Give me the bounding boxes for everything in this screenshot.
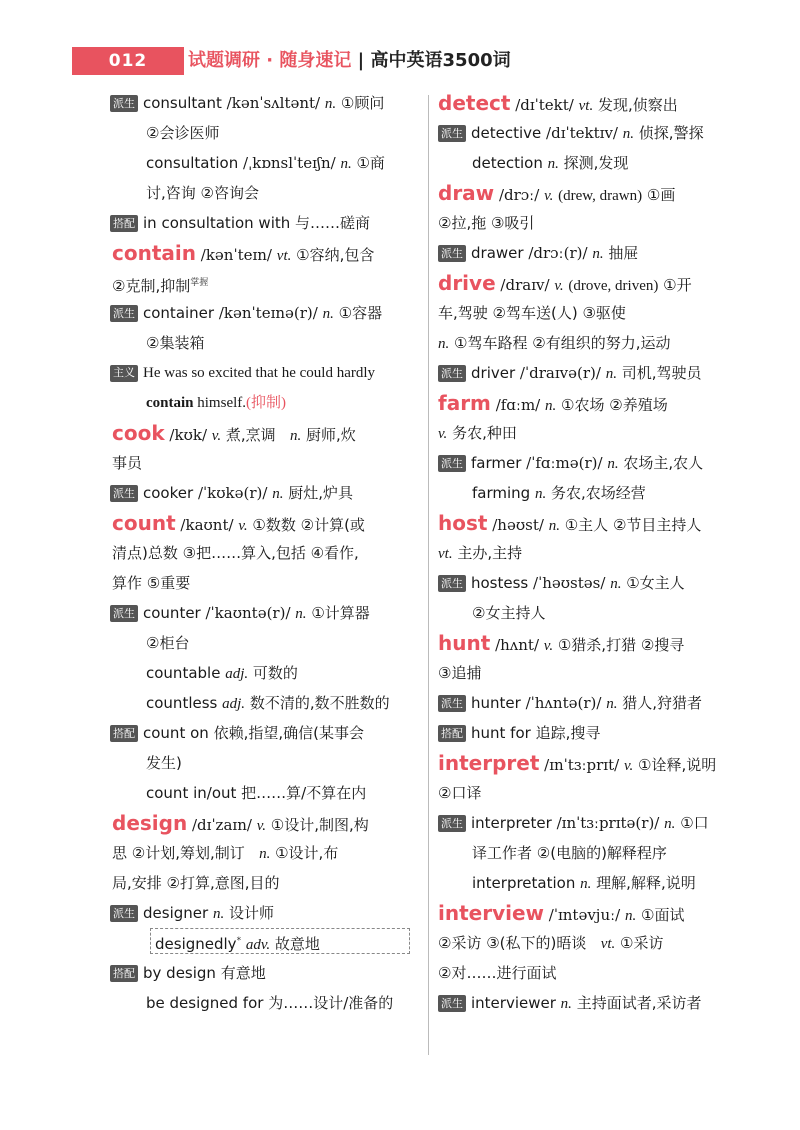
collocation-hunt-for xyxy=(438,718,738,748)
definition: 主持面试者,采访者 xyxy=(576,994,702,1012)
part-of-speech: v. xyxy=(554,278,564,294)
phonetic: /drɔː(r)/ xyxy=(528,244,588,262)
derived-tag: 派生 xyxy=(438,815,466,832)
entry-continuation: 局,安排 ②打算,意图,目的 xyxy=(112,874,280,892)
part-of-speech: n. xyxy=(324,96,337,112)
derived-tag: 派生 xyxy=(110,485,138,502)
entry-cook xyxy=(112,418,422,448)
part-of-speech: n. xyxy=(438,336,450,352)
definition: ①商 xyxy=(356,154,385,172)
headword: host xyxy=(438,511,488,535)
derived-tag: 派生 xyxy=(110,95,138,112)
phrase: be designed for xyxy=(146,994,264,1012)
entry-continuation xyxy=(112,838,422,868)
headword: contain xyxy=(112,241,196,265)
entry-hostess xyxy=(438,568,738,598)
right-column xyxy=(438,88,738,1018)
phonetic: /həʊst/ xyxy=(492,516,544,534)
definition: ①容纳,包含 xyxy=(296,246,375,264)
definition: 可数的 xyxy=(252,664,298,682)
entry-interviewer xyxy=(438,988,738,1018)
entry-continuation: ②口译 xyxy=(438,784,482,802)
example-note: (抑制) xyxy=(246,395,287,411)
example-text: himself. xyxy=(193,395,247,411)
entry-continuation xyxy=(438,328,738,358)
entry-host xyxy=(438,508,738,538)
part-of-speech: n. xyxy=(625,908,637,924)
derived-tag: 派生 xyxy=(438,695,466,712)
part-of-speech: n. xyxy=(534,486,547,502)
word: detective xyxy=(471,124,542,142)
entry-continuation: 清点)总数 ③把……算入,包括 ④看作, xyxy=(112,544,359,562)
book-subtitle: 高中英语3500词 xyxy=(370,50,511,71)
part-of-speech: n. xyxy=(272,486,284,502)
star-mark: * xyxy=(236,936,242,946)
entry-driver xyxy=(438,358,738,388)
phrase: count in/out xyxy=(146,784,237,802)
definition: ①画 xyxy=(646,186,676,204)
part-of-speech: n. xyxy=(580,876,592,892)
definition: 务农,种田 xyxy=(452,424,517,442)
entry-drive xyxy=(438,268,738,298)
header-separator: | xyxy=(357,50,365,71)
entry-counter xyxy=(110,598,422,628)
entry-farm xyxy=(438,388,738,418)
collocation-count-on xyxy=(110,718,422,748)
entry-interview xyxy=(438,898,738,928)
entry-drawer xyxy=(438,238,738,268)
word: countable xyxy=(146,664,221,682)
page-header xyxy=(72,47,672,75)
part-of-speech: v. xyxy=(543,638,554,654)
definition: 厨灶,炉具 xyxy=(288,484,353,502)
phrase-meaning: 依赖,指望,确信(某事会 xyxy=(213,724,364,742)
word: hunter xyxy=(471,694,521,712)
example-sentence xyxy=(110,358,422,388)
entry-interpret xyxy=(438,748,738,778)
phrase-meaning: 把……算/不算在内 xyxy=(241,784,367,802)
headword: hunt xyxy=(438,631,491,655)
headword: draw xyxy=(438,181,495,205)
definition: ①采访 xyxy=(620,934,664,952)
word: designer xyxy=(143,904,209,922)
word: designedly xyxy=(155,935,237,953)
entry-continuation: 译工作者 ②(电脑的)解释程序 xyxy=(472,844,667,862)
phonetic: /fɑːm/ xyxy=(495,396,541,414)
part-of-speech: v. xyxy=(623,758,634,774)
definition: ①主人 ②节目主持人 xyxy=(564,516,702,534)
collocation-tag: 搭配 xyxy=(110,215,138,232)
entry-draw xyxy=(438,178,738,208)
entry-interpreter xyxy=(438,808,738,838)
derived-tag: 派生 xyxy=(110,905,138,922)
part-of-speech: vt. xyxy=(276,248,292,264)
headword: interpret xyxy=(438,751,540,775)
entry-cooker xyxy=(110,478,422,508)
word: container xyxy=(143,304,215,322)
headword: cook xyxy=(112,421,165,445)
word: cooker xyxy=(143,484,194,502)
definition-continued: ②克制,抑制 xyxy=(112,277,191,295)
phrase: in consultation with xyxy=(143,214,291,232)
phonetic: /ˈhəʊstəs/ xyxy=(533,574,606,592)
part-of-speech: v. xyxy=(544,188,554,204)
definition: 厨师,炊 xyxy=(306,426,356,444)
collocation-tag: 搭配 xyxy=(110,725,138,742)
meaning-tag: 主义 xyxy=(110,365,138,382)
entry-continuation xyxy=(438,418,738,448)
part-of-speech: vt. xyxy=(600,936,616,952)
collocation-in-consultation xyxy=(110,208,422,238)
entry-hunter xyxy=(438,688,738,718)
collocation-by-design xyxy=(110,958,422,988)
entry-continuation: ②对……进行面试 xyxy=(438,964,557,982)
derived-tag: 派生 xyxy=(438,365,466,382)
highlight-box xyxy=(150,928,410,954)
part-of-speech: vt. xyxy=(438,546,453,562)
headword: design xyxy=(112,811,188,835)
part-of-speech: vt. xyxy=(578,98,594,114)
part-of-speech: v. xyxy=(211,428,222,444)
word: farming xyxy=(472,484,531,502)
phonetic: /ˈkaʊntə(r)/ xyxy=(205,604,291,622)
derived-tag: 派生 xyxy=(438,995,466,1012)
entry-continuation xyxy=(438,538,738,568)
entry-continuation: 车,驾驶 ②驾车送(人) ③驱使 xyxy=(438,304,626,322)
entry-design xyxy=(112,808,422,838)
derived-tag: 派生 xyxy=(438,455,466,472)
word: farmer xyxy=(471,454,522,472)
phonetic: /kaʊnt/ xyxy=(180,516,234,534)
phonetic: /kʊk/ xyxy=(169,426,208,444)
entry-designer xyxy=(110,898,422,928)
collocation-designed-for xyxy=(112,988,422,1018)
entry-interpretation xyxy=(438,868,738,898)
part-of-speech: n. xyxy=(545,398,557,414)
part-of-speech: n. xyxy=(560,996,572,1012)
header-title-row xyxy=(188,48,511,74)
definition-continued: ②采访 ③(私下的)晤谈 xyxy=(438,934,587,952)
definition: 设计师 xyxy=(228,904,274,922)
entry-continuation: ③追捕 xyxy=(438,664,482,682)
phonetic: /drɔː/ xyxy=(498,186,540,204)
part-of-speech: n. xyxy=(610,576,622,592)
phrase-meaning: 为……设计/准备的 xyxy=(268,994,394,1012)
entry-consultant xyxy=(110,88,422,118)
example-sentence-continued xyxy=(112,388,422,418)
part-of-speech: n. xyxy=(212,906,225,922)
example-keyword: contain xyxy=(146,395,194,411)
entry-continuation: ②会诊医师 xyxy=(146,124,220,142)
headword: count xyxy=(112,511,176,535)
entry-hunt xyxy=(438,628,738,658)
definition: 农场主,农人 xyxy=(623,454,704,472)
part-of-speech: n. xyxy=(548,518,560,534)
part-of-speech: n. xyxy=(289,428,302,444)
word: consultation xyxy=(146,154,239,172)
headword: drive xyxy=(438,271,496,295)
definition: 数不清的,数不胜数的 xyxy=(249,694,390,712)
part-of-speech: n. xyxy=(607,456,619,472)
phonetic: /dɪˈzaɪn/ xyxy=(191,816,252,834)
definition: 故意地 xyxy=(274,935,320,953)
book-series-title: 试题调研 · 随身速记 xyxy=(188,50,352,71)
word: drawer xyxy=(471,244,524,262)
entry-contain xyxy=(112,238,422,268)
entry-countless xyxy=(112,688,422,718)
phonetic: /ɪnˈtɜːprɪtə(r)/ xyxy=(556,814,660,832)
phonetic: /ˈkʊkə(r)/ xyxy=(197,484,268,502)
entry-continuation: ②集装箱 xyxy=(146,334,205,352)
part-of-speech: adv. xyxy=(245,937,271,953)
entry-continuation: ②拉,拖 ③吸引 xyxy=(438,214,535,232)
definition: ①容器 xyxy=(338,304,383,322)
part-of-speech: n. xyxy=(340,156,352,172)
entry-continuation xyxy=(112,268,422,298)
word: interpretation xyxy=(472,874,576,892)
phrase: hunt for xyxy=(471,724,531,742)
definition: 煮,烹调 xyxy=(225,426,276,444)
definition: ①数数 ②计算(或 xyxy=(252,516,365,534)
derived-tag: 派生 xyxy=(438,125,466,142)
entry-continuation: 事员 xyxy=(112,454,143,472)
collocation-tag: 搭配 xyxy=(110,965,138,982)
word: counter xyxy=(143,604,201,622)
definition: 猎人,狩猎者 xyxy=(622,694,702,712)
definition: 抽屉 xyxy=(608,244,639,262)
entry-detective xyxy=(438,118,738,148)
derived-tag: 派生 xyxy=(110,605,138,622)
phonetic: /draɪv/ xyxy=(500,276,550,294)
entry-farmer xyxy=(438,448,738,478)
entry-continuation xyxy=(438,928,738,958)
definition: ①设计,布 xyxy=(275,844,339,862)
entry-detect xyxy=(438,88,738,118)
definition: 务农,农场经营 xyxy=(551,484,646,502)
word: consultant xyxy=(143,94,222,112)
part-of-speech: adj. xyxy=(225,666,249,682)
part-of-speech: n. xyxy=(664,816,676,832)
entry-continuation: 算作 ⑤重要 xyxy=(112,574,191,592)
derived-tag: 派生 xyxy=(110,305,138,322)
definition: 司机,驾驶员 xyxy=(621,364,702,382)
definition: 探测,发现 xyxy=(563,154,629,172)
phonetic: /hʌnt/ xyxy=(495,636,539,654)
word: driver xyxy=(471,364,516,382)
word: interpreter xyxy=(471,814,552,832)
part-of-speech: adj. xyxy=(222,696,246,712)
phonetic: /kənˈsʌltənt/ xyxy=(226,94,321,112)
definition: 侦探,警探 xyxy=(638,124,704,142)
collocation-count-in-out xyxy=(112,778,422,808)
phrase: count on xyxy=(143,724,209,742)
definition: ①顾问 xyxy=(340,94,385,112)
phonetic: /dɪˈtektɪv/ xyxy=(546,124,618,142)
collocation-tag: 搭配 xyxy=(438,725,466,742)
entry-container xyxy=(110,298,422,328)
phonetic: /dɪˈtekt/ xyxy=(515,96,574,114)
word: countless xyxy=(146,694,218,712)
left-column xyxy=(112,88,422,1018)
entry-continuation: ②柜台 xyxy=(146,634,190,652)
word: hostess xyxy=(471,574,529,592)
derived-tag: 派生 xyxy=(438,245,466,262)
phonetic: /ˈɪntəvjuː/ xyxy=(548,906,621,924)
definition: ①农场 ②养殖场 xyxy=(561,396,668,414)
page-number: 012 xyxy=(108,51,148,71)
definition: 发现,侦察出 xyxy=(598,96,678,114)
entry-countable xyxy=(112,658,422,688)
definition: ①猎杀,打猎 ②搜寻 xyxy=(557,636,685,654)
column-divider xyxy=(428,95,429,1055)
definition: ①诠释,说明 xyxy=(638,756,717,774)
entry-detection xyxy=(438,148,738,178)
headword: interview xyxy=(438,901,545,925)
phonetic: /ˈhʌntə(r)/ xyxy=(525,694,602,712)
phrase-meaning: 追踪,搜寻 xyxy=(535,724,601,742)
part-of-speech: v. xyxy=(238,518,248,534)
part-of-speech: v. xyxy=(256,818,266,834)
definition-continued: 思 ②计划,筹划,制订 xyxy=(112,844,245,862)
phrase-meaning: 与……磋商 xyxy=(295,214,371,232)
entry-continuation: 讨,咨询 ②咨询会 xyxy=(146,184,259,202)
part-of-speech: n. xyxy=(606,696,618,712)
entry-designedly xyxy=(112,928,422,958)
word: detection xyxy=(472,154,543,172)
part-of-speech: n. xyxy=(259,846,271,862)
definition: ①设计,制图,构 xyxy=(270,816,369,834)
verb-forms: (drove, driven) xyxy=(568,278,659,294)
derived-tag: 派生 xyxy=(438,575,466,592)
example-text: He was so excited that he could hardly xyxy=(143,365,376,381)
headword: detect xyxy=(438,91,511,115)
definition: 主办,主持 xyxy=(457,544,523,562)
part-of-speech: v. xyxy=(438,426,448,442)
headword: farm xyxy=(438,391,491,415)
phonetic: /ˈdraɪvə(r)/ xyxy=(519,364,601,382)
word: interviewer xyxy=(471,994,556,1012)
entry-continuation: 发生) xyxy=(146,754,182,772)
definition: ①驾车路程 ②有组织的努力,运动 xyxy=(454,334,671,352)
phrase: by design xyxy=(143,964,216,982)
phonetic: /kənˈteɪnə(r)/ xyxy=(218,304,318,322)
phrase-meaning: 有意地 xyxy=(220,964,266,982)
verb-forms: (drew, drawn) xyxy=(558,188,643,204)
phonetic: /ˈfɑːmə(r)/ xyxy=(526,454,603,472)
entry-continuation: ②女主持人 xyxy=(472,604,546,622)
definition: ①开 xyxy=(663,276,692,294)
phonetic: /ˌkɒnslˈteɪʃn/ xyxy=(243,154,336,172)
part-of-speech: n. xyxy=(622,126,635,142)
definition: ①计算器 xyxy=(311,604,370,622)
master-mark-icon: 掌握 xyxy=(190,278,209,288)
definition: ①女主人 xyxy=(626,574,685,592)
part-of-speech: n. xyxy=(322,306,334,322)
definition: ①口 xyxy=(680,814,709,832)
phonetic: /ɪnˈtɜːprɪt/ xyxy=(544,756,620,774)
part-of-speech: n. xyxy=(295,606,307,622)
part-of-speech: n. xyxy=(592,246,604,262)
entry-consultation xyxy=(112,148,422,178)
phonetic: /kənˈteɪn/ xyxy=(200,246,272,264)
part-of-speech: n. xyxy=(547,156,559,172)
definition: ①面试 xyxy=(641,906,685,924)
entry-count xyxy=(112,508,422,538)
entry-farming xyxy=(438,478,738,508)
definition: 理解,解释,说明 xyxy=(596,874,696,892)
part-of-speech: n. xyxy=(605,366,617,382)
